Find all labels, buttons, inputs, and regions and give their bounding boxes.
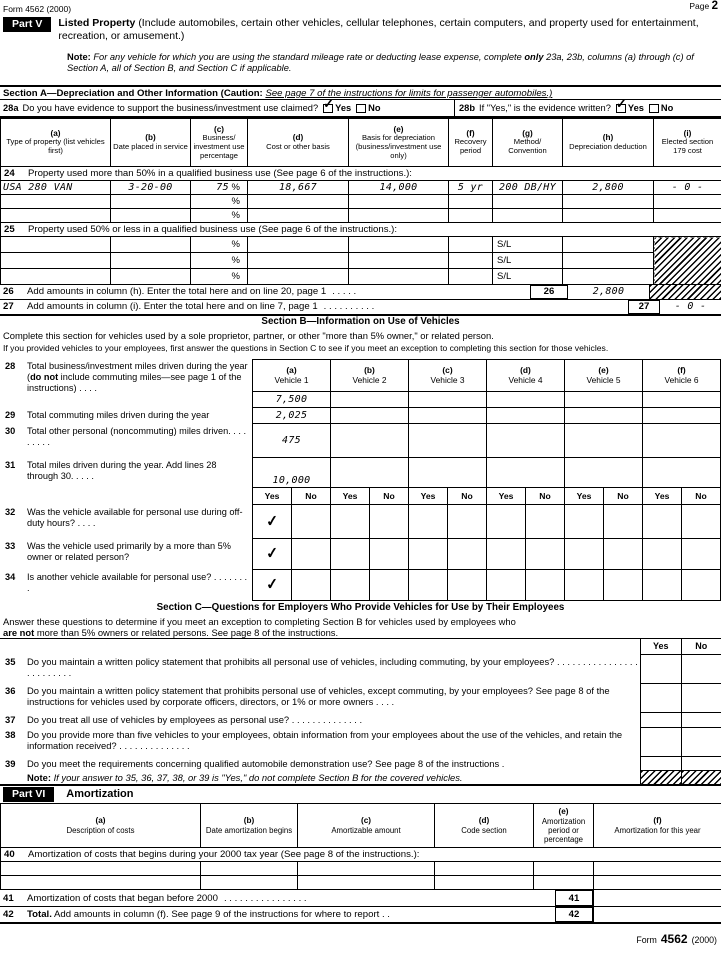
dot-leader: . . . . . <box>332 286 357 298</box>
basis-cell[interactable] <box>349 237 449 253</box>
section-b-intro-1: Complete this section for vehicles used by a sole proprietor, partner, or other "more than 5% owner," or related person. <box>3 330 494 341</box>
cost-cell[interactable]: 18,667 <box>248 181 349 195</box>
col-recovery-period: (f) Recovery period <box>449 119 493 167</box>
recovery-cell[interactable]: 5 yr <box>449 181 493 195</box>
line-25-entry-row <box>1 269 721 285</box>
line-33-answers <box>253 539 720 570</box>
yes-no-header <box>0 639 721 655</box>
yes-cell[interactable] <box>330 570 369 600</box>
col-business-use-pct: (c) Business/ investment use percentage <box>191 119 248 167</box>
yes-cell[interactable] <box>486 539 525 569</box>
dot-leader: . . . . . . . . <box>27 426 247 447</box>
section-c-questions <box>0 638 721 786</box>
col-type-of-property: (a) Type of property (list vehicles first) <box>1 119 111 167</box>
dot-leader: . . <box>379 909 390 921</box>
col-method-convention: (g) Method/ Convention <box>493 119 563 167</box>
line-42-value[interactable] <box>593 907 721 922</box>
yes-cell[interactable] <box>253 505 291 538</box>
vehicle-cell[interactable] <box>642 458 720 487</box>
vehicle-cell[interactable] <box>642 424 720 457</box>
recovery-cell[interactable] <box>449 269 493 285</box>
no-cell[interactable] <box>681 570 720 600</box>
part-vi-header <box>0 786 721 803</box>
question-28a: 28a Do you have evidence to support the business/investment use claimed? ✓ Yes No <box>0 100 455 116</box>
vehicle-cell[interactable] <box>330 408 408 423</box>
recovery-cell[interactable] <box>449 237 493 253</box>
no-cell[interactable] <box>447 505 486 538</box>
note-label: Note: <box>67 52 91 62</box>
vehicle-cell[interactable] <box>486 408 564 423</box>
vehicle-cell[interactable] <box>408 408 486 423</box>
s179-cell[interactable]: - 0 - <box>654 181 721 195</box>
use-pct-cell[interactable]: % <box>191 253 248 269</box>
date-placed-cell[interactable] <box>111 269 191 285</box>
dot-leader: . . . . <box>75 517 96 528</box>
yes-no-header-row <box>253 488 720 505</box>
recovery-cell[interactable] <box>449 209 493 223</box>
year-amount-cell[interactable] <box>594 862 721 876</box>
use-pct-cell[interactable]: % <box>191 209 248 223</box>
part-v-badge: Part V <box>3 17 51 32</box>
dot-leader: . . . . . . . . . . . . . . <box>116 740 190 752</box>
no-header: No <box>603 488 642 504</box>
checkbox-28b-no[interactable] <box>649 104 659 113</box>
part-v-title-bold: Listed Property <box>58 17 136 29</box>
vehicle-cell[interactable] <box>564 408 642 423</box>
basis-cell[interactable] <box>349 195 449 209</box>
col-code-section: (d) Code section <box>435 804 534 848</box>
date-placed-cell[interactable] <box>111 209 191 223</box>
no-header: No <box>369 488 408 504</box>
deduction-cell[interactable] <box>563 269 654 285</box>
description-cell[interactable] <box>1 876 201 890</box>
date-placed-cell[interactable] <box>111 253 191 269</box>
line-26: 26 Add amounts in column (h). Enter the total here and on line 20, page 1 . . . . . 26 2,800 <box>0 285 721 300</box>
vehicle-cell[interactable]: 7,500 <box>275 393 308 405</box>
page-number: Page 2 <box>689 0 718 13</box>
date-cell[interactable] <box>201 876 298 890</box>
page-header <box>0 0 721 15</box>
basis-cell[interactable]: 14,000 <box>349 181 449 195</box>
no-header: No <box>525 488 564 504</box>
table-header-row <box>1 804 721 848</box>
yes-cell[interactable] <box>253 539 291 569</box>
use-pct-cell[interactable]: % <box>191 237 248 253</box>
section-b-intro-2: If you provided vehicles to your employees, first answer the questions in Section C to see if you meet an exception to completing this section for those vehicles. <box>3 343 609 353</box>
question-28b: 28b If "Yes," is the evidence written? ✓ Yes No <box>459 95 674 113</box>
vehicle-cell[interactable] <box>486 458 564 487</box>
no-cell[interactable] <box>525 505 564 538</box>
form-id: Form 4562 (2000) <box>3 3 72 14</box>
yes-cell[interactable] <box>640 684 681 713</box>
no-cell[interactable] <box>291 505 330 538</box>
check-icon: ✓ <box>615 95 627 111</box>
use-pct-cell[interactable]: % <box>191 195 248 209</box>
dot-leader: . . . . . . . . . . . . . . . . . . . . . . . . . <box>27 656 638 679</box>
col-period-percentage: (e) Amortization period or percentage <box>534 804 594 848</box>
line-28-values <box>253 392 720 408</box>
yes-cell[interactable] <box>564 539 603 569</box>
check-mark: ✓ <box>264 575 280 594</box>
date-placed-cell[interactable] <box>111 195 191 209</box>
evidence-question-row <box>0 95 721 118</box>
vehicle-use-table <box>0 359 721 601</box>
line-34-label: 34 Is another vehicle available for personal use? . . . . . . . . <box>5 572 248 593</box>
section-c-note-row: Note: If your answer to 35, 36, 37, 38, or 39 is "Yes," do not complete Section B for the covered vehicles. <box>0 771 721 784</box>
yes-header: Yes <box>640 639 681 655</box>
col-date-begins: (b) Date amortization begins <box>201 804 298 848</box>
method-cell[interactable]: S/L <box>493 237 563 253</box>
question-37: 37 Do you treat all use of vehicles by employees as personal use? . . . . . . . . . . . . . . <box>0 713 721 728</box>
line-27-box: 27 <box>628 300 660 314</box>
no-cell[interactable] <box>603 539 642 569</box>
yes-cell[interactable] <box>330 505 369 538</box>
col-section-179: (i) Elected section 179 cost <box>654 119 721 167</box>
line-24-empty-row <box>1 195 721 209</box>
col-depr-basis: (e) Basis for depreciation (business/investment use only) <box>349 119 449 167</box>
line-29-label: 29 Total commuting miles driven during the year <box>5 410 210 420</box>
yes-cell[interactable] <box>640 655 681 684</box>
no-cell[interactable] <box>681 655 721 684</box>
line-26-hatched-area <box>650 285 721 299</box>
no-cell[interactable] <box>447 570 486 600</box>
line-41-box: 41 <box>555 890 593 906</box>
yes-header: Yes <box>564 488 603 504</box>
part-v-note: Note: For any vehicle for which you are using the standard mileage rate or deducting lease expense, complete only 23a, 23b, columns (a) through (c) of Section A, all of Section B, and Section C if applicable. <box>67 52 694 73</box>
yes-header: Yes <box>408 488 447 504</box>
checkbox-28a-no[interactable] <box>356 104 366 113</box>
property-type-cell[interactable] <box>1 237 111 253</box>
line-41-value[interactable] <box>593 890 721 906</box>
part-v-title-desc: (Include automobiles, certain other vehicles, cellular telephones, certain computers, and property used for entertainment, recreation, or amusement.) <box>58 17 699 43</box>
vehicle-header-row <box>253 360 720 392</box>
col-cost-basis: (d) Cost or other basis <box>248 119 349 167</box>
no-cell[interactable] <box>369 570 408 600</box>
question-36: 36 Do you maintain a written policy statement that prohibits personal use of vehicles, except commuting, by your employees? See page 8 of the instructions for vehicles used by corporate officers, directors, or 1% or more owners . . . . <box>0 684 721 713</box>
dot-leader: . . . . <box>373 696 395 708</box>
vehicle-4-header: (d) Vehicle 4 <box>486 360 564 391</box>
yes-header: Yes <box>264 490 280 501</box>
check-mark: ✓ <box>264 512 280 531</box>
yes-cell[interactable] <box>640 713 681 728</box>
vehicle-cell[interactable] <box>408 458 486 487</box>
vehicle-cell[interactable] <box>408 424 486 457</box>
recovery-cell[interactable] <box>449 195 493 209</box>
method-cell[interactable]: S/L <box>493 269 563 285</box>
description-cell[interactable] <box>1 862 201 876</box>
col-amortizable-amount: (c) Amortizable amount <box>298 804 435 848</box>
no-cell[interactable] <box>369 539 408 569</box>
yes-cell[interactable] <box>640 757 681 771</box>
cost-cell[interactable] <box>248 195 349 209</box>
line-24-label-row: 24 Property used more than 50% in a qualified business use (See page 6 of the instructions.): <box>1 167 721 181</box>
property-type-cell[interactable] <box>1 209 111 223</box>
code-cell[interactable] <box>435 862 534 876</box>
line-25-label-row: 25 Property used 50% or less in a qualified business use (See page 6 of the instructions.): <box>1 223 721 237</box>
yes-header: Yes <box>642 488 681 504</box>
check-icon: ✓ <box>323 95 335 111</box>
yes-cell[interactable] <box>253 570 291 600</box>
period-cell[interactable] <box>534 862 594 876</box>
dot-leader: . . . . . . . . <box>27 572 248 593</box>
no-cell[interactable] <box>681 713 721 728</box>
line-24-empty-row <box>1 209 721 223</box>
line-32-label: 32 Was the vehicle available for personal use during off-duty hours? . . . . <box>5 507 243 528</box>
line-40-entry-row <box>1 862 721 876</box>
no-cell[interactable] <box>525 539 564 569</box>
property-type-cell[interactable] <box>1 253 111 269</box>
no-cell[interactable] <box>291 570 330 600</box>
cost-cell[interactable] <box>248 209 349 223</box>
vehicle-6-header: (f) Vehicle 6 <box>642 360 720 391</box>
vehicle-cell[interactable] <box>564 458 642 487</box>
section-a-heading: Section A—Depreciation and Other Information (Caution: See page 7 of the instructions for limits for passenger automobiles.) <box>0 85 721 100</box>
dot-leader: . . . . <box>76 382 97 393</box>
s179-cell[interactable] <box>654 209 721 223</box>
method-cell[interactable]: S/L <box>493 253 563 269</box>
col-date-placed: (b) Date placed in service <box>111 119 191 167</box>
dot-leader: . . . . . . . . . . <box>323 301 375 313</box>
vehicle-5-header: (e) Vehicle 5 <box>564 360 642 391</box>
use-pct-cell[interactable]: 75 % <box>191 181 248 195</box>
vehicle-cell[interactable]: 475 <box>282 434 301 446</box>
property-type-cell[interactable] <box>1 195 111 209</box>
dot-leader: . . . . . . . . . . . . . . <box>289 714 363 726</box>
deduction-cell[interactable] <box>563 209 654 223</box>
section-c-intro: Answer these questions to determine if you meet an exception to completing Section B for vehicles used by employees who are not more than 5% owners or related persons. See page 8 of the instructions. <box>3 616 516 639</box>
deduction-cell[interactable] <box>563 195 654 209</box>
amount-cell[interactable] <box>298 862 435 876</box>
yes-cell[interactable] <box>330 539 369 569</box>
yes-cell[interactable] <box>408 505 447 538</box>
no-header: No <box>447 488 486 504</box>
vehicle-cell[interactable] <box>642 408 720 423</box>
s179-hatched-area <box>654 237 721 285</box>
no-cell[interactable] <box>603 505 642 538</box>
col-description: (a) Description of costs <box>1 804 201 848</box>
line-27-value[interactable]: - 0 - <box>674 301 707 313</box>
line-26-value[interactable]: 2,800 <box>568 285 650 299</box>
recovery-cell[interactable] <box>449 253 493 269</box>
yes-cell[interactable] <box>564 570 603 600</box>
checkbox-28a-yes[interactable] <box>323 95 335 113</box>
hatched-cell <box>681 771 721 784</box>
yes-cell[interactable] <box>642 539 681 569</box>
no-cell[interactable] <box>447 539 486 569</box>
vehicle-cell[interactable] <box>408 392 486 407</box>
line-40-label-row: 40 Amortization of costs that begins during your 2000 tax year (See page 8 of the instructions.): <box>1 848 721 862</box>
line-34-answers <box>253 570 720 600</box>
year-amount-cell[interactable] <box>594 876 721 890</box>
vehicle-1-header: (a) Vehicle 1 <box>274 364 309 385</box>
line-42: 42 Total. Add amounts in column (f). See page 9 of the instructions for where to report . . 42 <box>0 907 721 924</box>
no-cell[interactable] <box>681 539 720 569</box>
line-33-label: 33 Was the vehicle used primarily by a more than 5% owner or related person? <box>5 541 231 562</box>
vehicle-cell[interactable] <box>642 392 720 407</box>
question-39: 39 Do you meet the requirements concerning qualified automobile demonstration use? See page 8 of the instructions . <box>0 757 721 771</box>
part-vi-badge: Part VI <box>3 787 54 802</box>
no-cell[interactable] <box>681 505 720 538</box>
amount-cell[interactable] <box>298 876 435 890</box>
line-30-values <box>253 424 720 458</box>
section-b-title: Section B—Information on Use of Vehicles <box>261 316 460 327</box>
use-pct-cell[interactable]: % <box>191 269 248 285</box>
dot-leader: . . . . <box>73 470 94 481</box>
date-placed-cell[interactable]: 3-20-00 <box>111 181 191 195</box>
question-38: 38 Do you provide more than five vehicles to your employees, obtain information from your employees about the use of the vehicles, and retain the information received? . . . . . . . . . . . . . . <box>0 728 721 757</box>
vehicle-cell[interactable]: 2,025 <box>275 409 308 421</box>
method-cell[interactable] <box>493 195 563 209</box>
vehicle-cell[interactable] <box>486 424 564 457</box>
no-cell[interactable] <box>603 570 642 600</box>
vehicle-cell[interactable] <box>486 392 564 407</box>
line-30-label: 30 Total other personal (noncommuting) miles driven. . . . . . . . . <box>5 426 247 447</box>
amortization-table <box>0 803 721 890</box>
part-v-title <box>58 17 718 43</box>
date-placed-cell[interactable] <box>111 237 191 253</box>
yes-header: Yes <box>330 488 369 504</box>
line-25-entry-row <box>1 237 721 253</box>
line-25-entry-row <box>1 253 721 269</box>
s179-cell[interactable] <box>654 195 721 209</box>
property-type-cell[interactable] <box>1 269 111 285</box>
vehicle-cell[interactable]: 10,000 <box>272 475 311 487</box>
line-27: 27 Add amounts in column (i). Enter the total here and on line 7, page 1 . . . . . . . . . . 27 - 0 - <box>0 300 721 316</box>
cost-cell[interactable] <box>248 237 349 253</box>
yes-cell[interactable] <box>408 539 447 569</box>
period-cell[interactable] <box>534 876 594 890</box>
method-cell[interactable] <box>493 209 563 223</box>
line-24-entry-row <box>1 181 721 195</box>
deduction-cell[interactable] <box>563 237 654 253</box>
no-cell[interactable] <box>681 684 721 713</box>
no-header: No <box>681 488 720 504</box>
vehicle-cell[interactable] <box>330 458 408 487</box>
line-26-box: 26 <box>530 285 568 299</box>
col-depr-deduction: (h) Depreciation deduction <box>563 119 654 167</box>
no-cell[interactable] <box>291 539 330 569</box>
basis-cell[interactable] <box>349 209 449 223</box>
yes-cell[interactable] <box>642 505 681 538</box>
no-header: No <box>291 488 330 504</box>
part-v-header <box>0 15 721 52</box>
question-35: 35 Do you maintain a written policy statement that prohibits all personal use of vehicles, including commuting, by your employees? . . . . . . . . . . . . . . . . . . . . . . . . . <box>0 655 721 684</box>
vehicle-2-header: (b) Vehicle 2 <box>330 360 408 391</box>
depreciation-table <box>0 118 721 285</box>
dot-leader: . <box>499 758 505 770</box>
line-41: 41 Amortization of costs that began before 2000 . . . . . . . . . . . . . . . . 41 <box>0 890 721 907</box>
hatched-cell <box>640 771 681 784</box>
vehicle-cell[interactable] <box>564 392 642 407</box>
yes-cell[interactable] <box>486 505 525 538</box>
no-header: No <box>681 639 721 655</box>
line-40-entry-row <box>1 876 721 890</box>
vehicle-cell[interactable] <box>564 424 642 457</box>
line-29-values <box>253 408 720 424</box>
line-31-values <box>253 458 720 488</box>
vehicle-cell[interactable] <box>330 392 408 407</box>
page-footer: Form 4562 (2000) <box>636 932 717 947</box>
no-cell[interactable] <box>369 505 408 538</box>
yes-cell[interactable] <box>642 570 681 600</box>
deduction-cell[interactable]: 2,800 <box>563 181 654 195</box>
check-mark: ✓ <box>264 544 280 563</box>
cost-cell[interactable] <box>248 269 349 285</box>
basis-cell[interactable] <box>349 253 449 269</box>
vehicle-3-header: (c) Vehicle 3 <box>408 360 486 391</box>
line-42-box: 42 <box>555 907 593 922</box>
yes-cell[interactable] <box>486 570 525 600</box>
no-cell[interactable] <box>525 570 564 600</box>
basis-cell[interactable] <box>349 269 449 285</box>
code-cell[interactable] <box>435 876 534 890</box>
yes-cell[interactable] <box>564 505 603 538</box>
section-c-title: Section C—Questions for Employers Who Provide Vehicles for Use by Their Employees <box>156 602 565 613</box>
yes-header: Yes <box>486 488 525 504</box>
vehicle-cell[interactable] <box>330 424 408 457</box>
table-header-row <box>1 119 721 167</box>
yes-cell[interactable] <box>640 728 681 757</box>
dot-leader: . . . . . . . . . . . . . . . . <box>223 892 307 904</box>
property-type-cell[interactable]: USA 280 VAN <box>1 181 111 195</box>
line-32-answers <box>253 505 720 539</box>
method-cell[interactable]: 200 DB/HY <box>493 181 563 195</box>
line-31-label: 31 Total miles driven during the year. Add lines 28 through 30. . . . . <box>5 460 217 481</box>
yes-cell[interactable] <box>408 570 447 600</box>
no-cell[interactable] <box>681 728 721 757</box>
no-cell[interactable] <box>681 757 721 771</box>
date-cell[interactable] <box>201 862 298 876</box>
checkbox-28b-yes[interactable] <box>615 95 627 113</box>
deduction-cell[interactable] <box>563 253 654 269</box>
part-vi-title: Amortization <box>66 788 134 801</box>
line-28-label: 28 Total business/investment miles driven during the year (do not include commuting miles—see page 1 of the instructions) . . . . <box>5 361 248 393</box>
cost-cell[interactable] <box>248 253 349 269</box>
col-amortization-this-year: (f) Amortization for this year <box>594 804 721 848</box>
